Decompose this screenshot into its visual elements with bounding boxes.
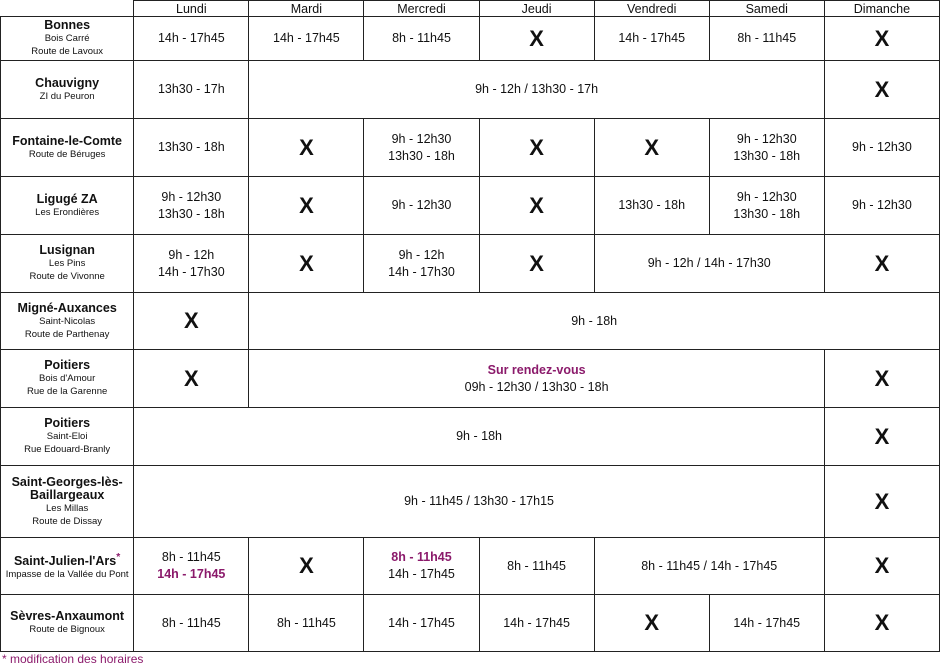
site-name-text: Sèvres-Anxaumont xyxy=(10,609,125,623)
hours-text: 8h - 11h45 xyxy=(161,615,221,630)
hours-cell xyxy=(134,177,249,235)
closed-mark: X xyxy=(874,553,890,578)
hours-text: 14h - 17h45 xyxy=(618,31,686,45)
hours-cell xyxy=(364,119,479,177)
hours-text: 8h - 11h45 xyxy=(391,550,452,564)
site-name-text: Fontaine-le-Comte xyxy=(12,133,122,148)
closed-cell xyxy=(824,466,939,538)
hours-text: 9h - 18h xyxy=(456,429,502,443)
table-row xyxy=(1,350,940,408)
hours-cell xyxy=(709,177,824,235)
hours-text: 9h - 12h30 xyxy=(852,140,912,154)
closed-mark: X xyxy=(529,134,544,160)
hours-text: 14h - 17h45 xyxy=(388,567,455,581)
day-header: Lundi xyxy=(134,1,249,17)
hours-text: 8h - 11h45 xyxy=(276,615,336,630)
site-name-text: Poitiers xyxy=(44,358,91,372)
day-header: Mercredi xyxy=(364,1,479,17)
site-address: Les Pins xyxy=(48,258,86,269)
day-header: Samedi xyxy=(709,1,824,17)
hours-text: 9h - 18h xyxy=(571,313,618,328)
hours-cell xyxy=(134,119,249,177)
closed-mark: X xyxy=(874,423,890,449)
hours-text: 14h - 17h45 xyxy=(157,567,226,581)
site-name xyxy=(1,359,133,372)
closed-cell xyxy=(824,408,939,466)
hours-text: 9h - 12h30 xyxy=(736,131,797,146)
table-row xyxy=(1,293,940,350)
closed-cell xyxy=(479,119,594,177)
closed-cell xyxy=(134,350,249,408)
hours-cell xyxy=(824,119,939,177)
site-name xyxy=(1,244,133,257)
closed-cell xyxy=(824,538,939,595)
day-header: Jeudi xyxy=(479,1,594,17)
closed-cell xyxy=(594,595,709,652)
closed-mark: X xyxy=(874,76,890,102)
closed-mark: X xyxy=(874,25,890,51)
site-name-text: Poitiers xyxy=(44,416,91,430)
hours-cell xyxy=(709,119,824,177)
hours-cell xyxy=(364,538,479,595)
site-address: Route de Parthenay xyxy=(24,328,110,340)
site-address: Rue de la Garenne xyxy=(26,386,108,397)
site-name-text: Saint-Georges-lès-Baillargeaux xyxy=(11,474,123,502)
site-address: Saint-Nicolas xyxy=(39,315,96,327)
closed-mark: X xyxy=(183,308,199,333)
closed-mark: X xyxy=(644,134,660,160)
hours-text: 8h - 11h45 xyxy=(392,31,451,45)
hours-text: 14h - 17h30 xyxy=(157,264,225,279)
closed-mark: X xyxy=(874,488,890,514)
closed-cell xyxy=(594,119,709,177)
site-name-text: Bonnes xyxy=(44,18,91,32)
site-name xyxy=(1,135,133,148)
site-address: Rue Edouard-Branly xyxy=(24,444,111,455)
hours-cell xyxy=(594,538,824,595)
closed-mark: X xyxy=(529,192,544,218)
closed-cell xyxy=(249,177,364,235)
hours-text: 9h - 12h xyxy=(398,247,445,262)
site-address: Route de Bignoux xyxy=(29,624,105,635)
hours-text: 9h - 12h30 xyxy=(391,131,452,146)
table-row xyxy=(1,538,940,595)
closed-cell xyxy=(824,61,939,119)
site-cell xyxy=(1,350,134,408)
hours-cell xyxy=(824,177,939,235)
site-name-text: Migné-Auxances xyxy=(17,300,117,315)
table-row xyxy=(1,61,940,119)
closed-cell xyxy=(134,293,249,350)
day-header: Mardi xyxy=(249,1,364,17)
site-address: Bois d'Amour xyxy=(39,373,96,384)
closed-cell xyxy=(824,17,939,61)
hours-cell xyxy=(364,595,479,652)
site-name-text: Lusignan xyxy=(39,243,95,257)
hours-text: 8h - 11h45 xyxy=(737,31,797,45)
site-cell xyxy=(1,119,134,177)
closed-cell xyxy=(479,177,594,235)
hours-text: 13h30 - 18h xyxy=(388,148,455,163)
hours-text: 13h30 - 17h xyxy=(157,82,225,96)
site-cell xyxy=(1,177,134,235)
site-name xyxy=(1,476,133,502)
closed-mark: X xyxy=(529,250,544,276)
closed-cell xyxy=(824,350,939,408)
closed-cell xyxy=(249,538,364,595)
hours-text: 9h - 11h45 / 13h30 - 17h15 xyxy=(404,494,554,508)
site-name xyxy=(1,551,133,568)
hours-cell xyxy=(709,595,824,652)
site-name xyxy=(1,417,133,430)
closed-mark: X xyxy=(299,250,314,276)
hours-text: 9h - 12h / 14h - 17h30 xyxy=(647,256,771,270)
site-address: Bois Carré xyxy=(44,33,90,44)
hours-cell xyxy=(249,350,824,408)
hours-cell xyxy=(249,61,824,119)
site-address: Les Erondières xyxy=(35,206,100,218)
site-name xyxy=(1,77,133,90)
hours-text: 8h - 11h45 / 14h - 17h45 xyxy=(641,558,778,573)
site-address: Route de Vivonne xyxy=(29,271,105,282)
hours-text: Sur rendez-vous xyxy=(487,362,586,377)
table-row xyxy=(1,119,940,177)
site-name xyxy=(1,302,133,315)
hours-text: 13h30 - 18h xyxy=(157,140,225,154)
closed-mark: X xyxy=(299,553,314,578)
hours-text: 13h30 - 18h xyxy=(733,206,801,221)
closed-mark: X xyxy=(529,25,544,51)
hours-text: 13h30 - 18h xyxy=(618,198,686,212)
hours-cell xyxy=(134,408,825,466)
hours-cell xyxy=(364,235,479,293)
site-name xyxy=(1,19,133,32)
schedule-body xyxy=(1,17,940,652)
hours-text: 14h - 17h30 xyxy=(388,264,455,279)
site-cell xyxy=(1,17,134,61)
footnote: * modification des horaires xyxy=(2,652,144,666)
closed-mark: X xyxy=(299,134,314,160)
site-name-text: Chauvigny xyxy=(35,75,100,90)
site-cell xyxy=(1,595,134,652)
table-row xyxy=(1,408,940,466)
hours-cell xyxy=(479,595,594,652)
day-header: Vendredi xyxy=(594,1,709,17)
hours-text: 8h - 11h45 xyxy=(161,550,221,564)
hours-cell xyxy=(134,595,249,652)
site-address: Saint-Eloi xyxy=(46,431,88,442)
closed-cell xyxy=(824,235,939,293)
header-corner xyxy=(1,1,134,17)
site-cell xyxy=(1,61,134,119)
site-address: ZI du Peuron xyxy=(39,90,95,102)
site-address: Route de Dissay xyxy=(32,515,102,527)
hours-cell xyxy=(249,595,364,652)
hours-cell xyxy=(594,17,709,61)
closed-cell xyxy=(479,17,594,61)
hours-text: 9h - 12h30 xyxy=(736,189,797,204)
hours-text: 14h - 17h45 xyxy=(503,615,570,630)
closed-mark: X xyxy=(874,610,890,635)
site-cell xyxy=(1,538,134,595)
hours-text: 9h - 12h30 xyxy=(852,198,912,212)
hours-cell xyxy=(249,293,940,350)
hours-text: 9h - 12h30 xyxy=(391,198,452,212)
site-address: Route de Lavoux xyxy=(31,46,104,57)
closed-mark: X xyxy=(874,250,890,276)
site-cell xyxy=(1,235,134,293)
site-address: Les Millas xyxy=(46,502,89,514)
hours-cell xyxy=(134,235,249,293)
hours-text: 14h - 17h45 xyxy=(273,31,340,45)
site-cell xyxy=(1,466,134,538)
hours-text: 13h30 - 18h xyxy=(157,206,225,221)
hours-cell xyxy=(709,17,824,61)
closed-mark: X xyxy=(299,192,314,218)
hours-text: 9h - 12h xyxy=(168,247,215,262)
hours-text: 14h - 17h45 xyxy=(733,615,801,630)
site-name xyxy=(1,193,133,206)
site-cell xyxy=(1,408,134,466)
hours-text: 9h - 12h / 13h30 - 17h xyxy=(475,82,599,96)
closed-mark: X xyxy=(874,365,890,391)
site-name-text: Ligugé ZA xyxy=(36,191,98,206)
hours-cell xyxy=(479,538,594,595)
hours-cell xyxy=(134,61,249,119)
hours-text: 09h - 12h30 / 13h30 - 18h xyxy=(464,379,609,394)
closed-cell xyxy=(479,235,594,293)
hours-cell xyxy=(134,538,249,595)
hours-text: 8h - 11h45 xyxy=(507,558,567,573)
hours-cell xyxy=(594,177,709,235)
closed-cell xyxy=(249,119,364,177)
table-row xyxy=(1,595,940,652)
table-row xyxy=(1,466,940,538)
hours-text: 13h30 - 18h xyxy=(733,148,801,163)
closed-cell xyxy=(249,235,364,293)
hours-cell xyxy=(134,466,825,538)
site-cell xyxy=(1,293,134,350)
day-header: Dimanche xyxy=(824,1,939,17)
site-name-text: Saint-Julien-l'Ars xyxy=(13,554,117,569)
site-address: Route de Béruges xyxy=(28,148,106,160)
table-row xyxy=(1,17,940,61)
site-name xyxy=(1,610,133,623)
closed-cell xyxy=(824,595,939,652)
header-row xyxy=(1,1,940,17)
hours-cell xyxy=(249,17,364,61)
modification-star: * xyxy=(116,551,121,563)
hours-text: 14h - 17h45 xyxy=(157,31,225,45)
table-row xyxy=(1,177,940,235)
closed-mark: X xyxy=(644,610,660,635)
site-address: Impasse de la Vallée du Pont xyxy=(5,569,129,581)
closed-mark: X xyxy=(183,365,199,391)
hours-text: 9h - 12h30 xyxy=(161,189,222,204)
table-row xyxy=(1,235,940,293)
hours-cell xyxy=(134,17,249,61)
hours-cell xyxy=(364,177,479,235)
hours-cell xyxy=(594,235,824,293)
hours-cell xyxy=(364,17,479,61)
hours-text: 14h - 17h45 xyxy=(388,615,455,630)
